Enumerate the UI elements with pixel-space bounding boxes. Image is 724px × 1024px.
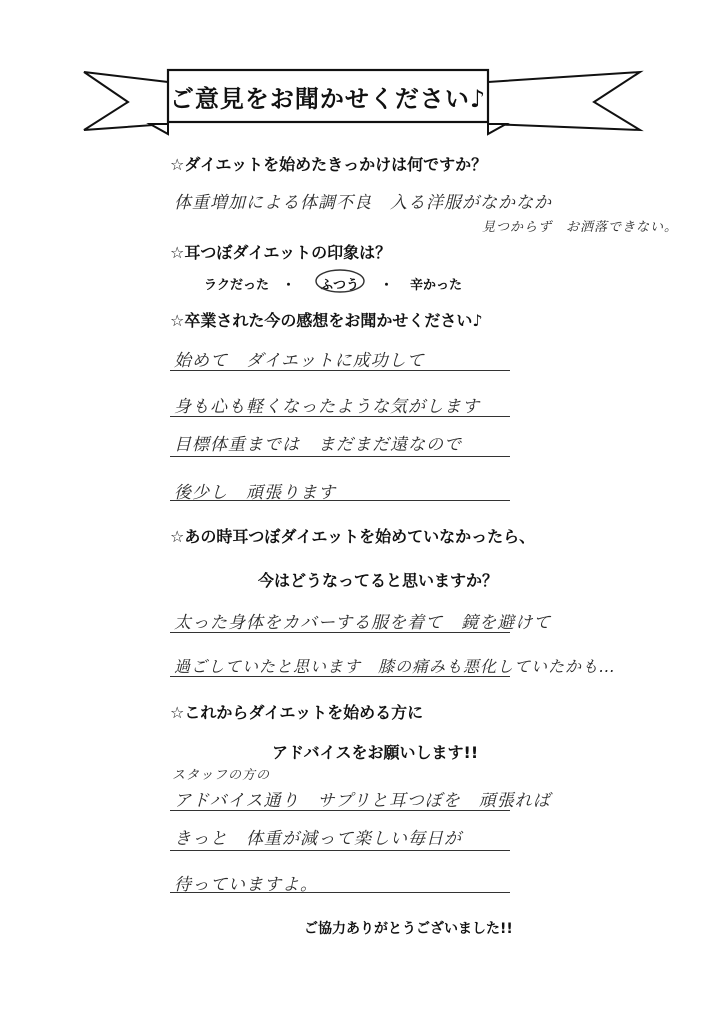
answer-5-line-3: きっと 体重が減って楽しい毎日が — [174, 829, 462, 849]
choice-normal: ふつう — [320, 278, 360, 293]
answer-5-line-4: 待っていますよ。 — [174, 875, 318, 895]
question-5-line-1: ☆これからダイエットを始める方に — [170, 703, 424, 722]
selection-circle — [312, 266, 368, 296]
answer-3-line-2: 身も心も軽くなったような気がします — [174, 397, 480, 417]
answer-line — [170, 370, 510, 371]
question-1: ☆ダイエットを始めたきっかけは何ですか？ — [170, 155, 488, 174]
answer-1-line-2: 見つからず お洒落できない。 — [482, 220, 679, 235]
page-title: ご意見をお聞かせください♪ — [169, 84, 487, 113]
choice-separator: ・ — [380, 278, 394, 293]
question-5-line-2: アドバイスをお願いします!! — [272, 743, 479, 762]
answer-4-line-1: 太った身体をカバーする服を着て 鏡を避けて — [174, 613, 552, 633]
thanks-message: ご協力ありがとうございました!! — [304, 921, 513, 937]
answer-line — [170, 416, 510, 417]
answer-5-line-1: スタッフの方の — [172, 768, 271, 783]
choice-easy: ラクだった — [204, 278, 270, 293]
question-4-line-2: 今はどうなってると思いますか？ — [258, 571, 499, 590]
answer-1-line-1: 体重増加による体調不良 入る洋服がなかなか — [174, 193, 552, 213]
question-3: ☆卒業された今の感想をお聞かせください♪ — [170, 311, 483, 330]
answer-line — [170, 676, 510, 677]
answer-3-line-3: 目標体重までは まだまだ遠なので — [174, 435, 462, 455]
answer-3-line-1: 始めて ダイエットに成功して — [174, 351, 425, 371]
question-2: ☆耳つぼダイエットの印象は？ — [170, 243, 392, 262]
answer-line — [170, 892, 510, 893]
answer-line — [170, 456, 510, 457]
answer-5-line-2: アドバイス通り サプリと耳つぼを 頑張れば — [174, 791, 551, 811]
choice-separator: ・ — [282, 278, 296, 293]
answer-line — [170, 810, 510, 811]
choice-hard: 辛かった — [410, 278, 463, 293]
answer-line — [170, 850, 510, 851]
answer-line — [170, 500, 510, 501]
answer-line — [170, 632, 510, 633]
question-4-line-1: ☆あの時耳つぼダイエットを始めていなかったら、 — [170, 527, 536, 546]
answer-3-line-4: 後少し 頑張ります — [174, 483, 336, 503]
answer-4-line-2: 過ごしていたと思います 膝の痛みも悪化していたかも… — [174, 657, 617, 676]
